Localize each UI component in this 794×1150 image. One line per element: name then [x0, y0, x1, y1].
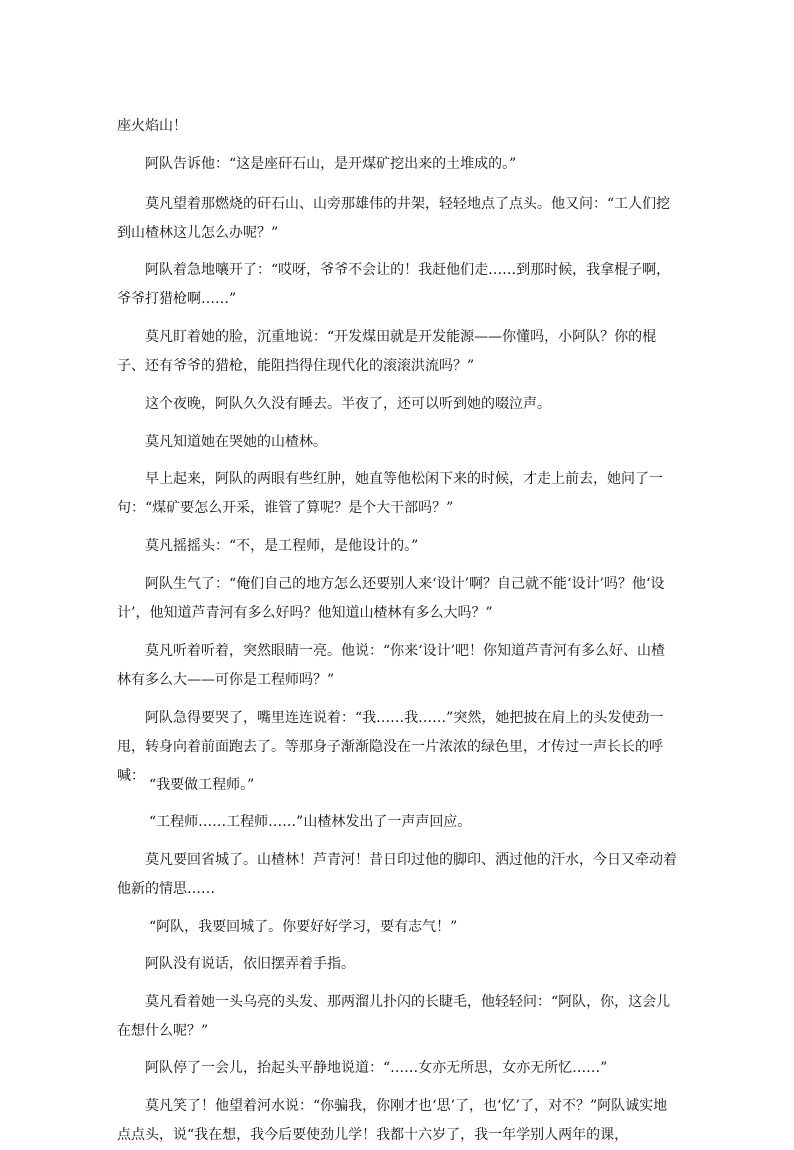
paragraph-5: 莫凡盯着她的脸，沉重地说：“开发煤田就是开发能源——你懂吗，小阿队？你的棍子、还有爷爷的猎枪，能阻挡得住现代化的滚滚洪流吗？”: [117, 329, 657, 374]
paragraph-18: 莫凡看着她一头乌亮的头发、那两溜儿扑闪的长睫毛，他轻轻问：“阿队，你，这会儿在想什么呢？”: [117, 994, 671, 1039]
paragraph-7: 莫凡知道她在哭她的山楂林。: [145, 434, 327, 450]
paragraph-15: 莫凡要回省城了。山楂林！芦青河！昔日印过他的脚印、洒过他的汗水，今日又牵动着他新的情思……: [117, 852, 677, 897]
paragraph-19: 阿队停了一会儿，抬起头平静地说道：“……女亦无所思，女亦无所忆……”: [145, 1060, 608, 1076]
paragraph-20: 莫凡笑了！他望着河水说：“你骗我，你刚才也‘思’了，也‘忆’了，对不？”阿队诚实地点点头，说“我在想，我今后要使劲儿学！我都十六岁了，我一年学别人两年的课，: [117, 1098, 668, 1143]
paragraph-11: 莫凡听着听着，突然眼睛一亮。他说：“你来‘设计’吧！你知道芦青河有多么好、山楂林有多么大——可你是工程师吗？”: [117, 643, 666, 688]
paragraph-10: 阿队生气了：“俺们自己的地方怎么还要别人来‘设计’啊？自己就不能‘设计’吗？他‘设计’，他知道芦青河有多么好吗？他知道山楂林有多么大吗？”: [117, 576, 665, 621]
paragraph-8: 早上起来，阿队的两眼有些红肿，她直等他松闲下来的时候，才走上前去，她问了一句：“煤矿要怎么开采，谁管了算呢？是个大干部吗？”: [117, 471, 663, 516]
paragraph-3: 莫凡望着那燃烧的矸石山、山旁那雄伟的井架，轻轻地点了点头。他又问：“工人们挖到山楂林这儿怎么办呢？”: [117, 196, 671, 241]
paragraph-12: 阿队急得要哭了，嘴里连连说着：“我……我……”突然，她把披在肩上的头发使劲一甩，转身向着前面跑去了。等那身子渐渐隐没在一片浓浓的绿色里，才传过一声长长的呼喊：: [117, 710, 664, 784]
paragraph-6: 这个夜晚，阿队久久没有睡去。半夜了，还可以听到她的啜泣声。: [145, 396, 551, 412]
paragraph-17: 阿队没有说话，依旧摆弄着手指。: [145, 956, 355, 972]
paragraph-9: 莫凡摇摇头：“不，是工程师，是他设计的。”: [145, 538, 419, 554]
paragraph-4: 阿队着急地嚷开了：“哎呀，爷爷不会让的！我赶他们走……到那时候，我拿棍子啊，爷爷打猎枪啊……”: [117, 262, 671, 307]
paragraph-1: 座火焰山！: [117, 118, 187, 134]
paragraph-14: “工程师……工程师……”山楂林发出了一声声回应。: [149, 814, 472, 830]
paragraph-2: 阿队告诉他：“这是座矸石山，是开煤矿挖出来的土堆成的。”: [145, 156, 517, 172]
paragraph-13: “我要做工程师。”: [149, 777, 255, 793]
paragraph-16: “阿队，我要回城了。你要好好学习，要有志气！”: [149, 919, 458, 935]
